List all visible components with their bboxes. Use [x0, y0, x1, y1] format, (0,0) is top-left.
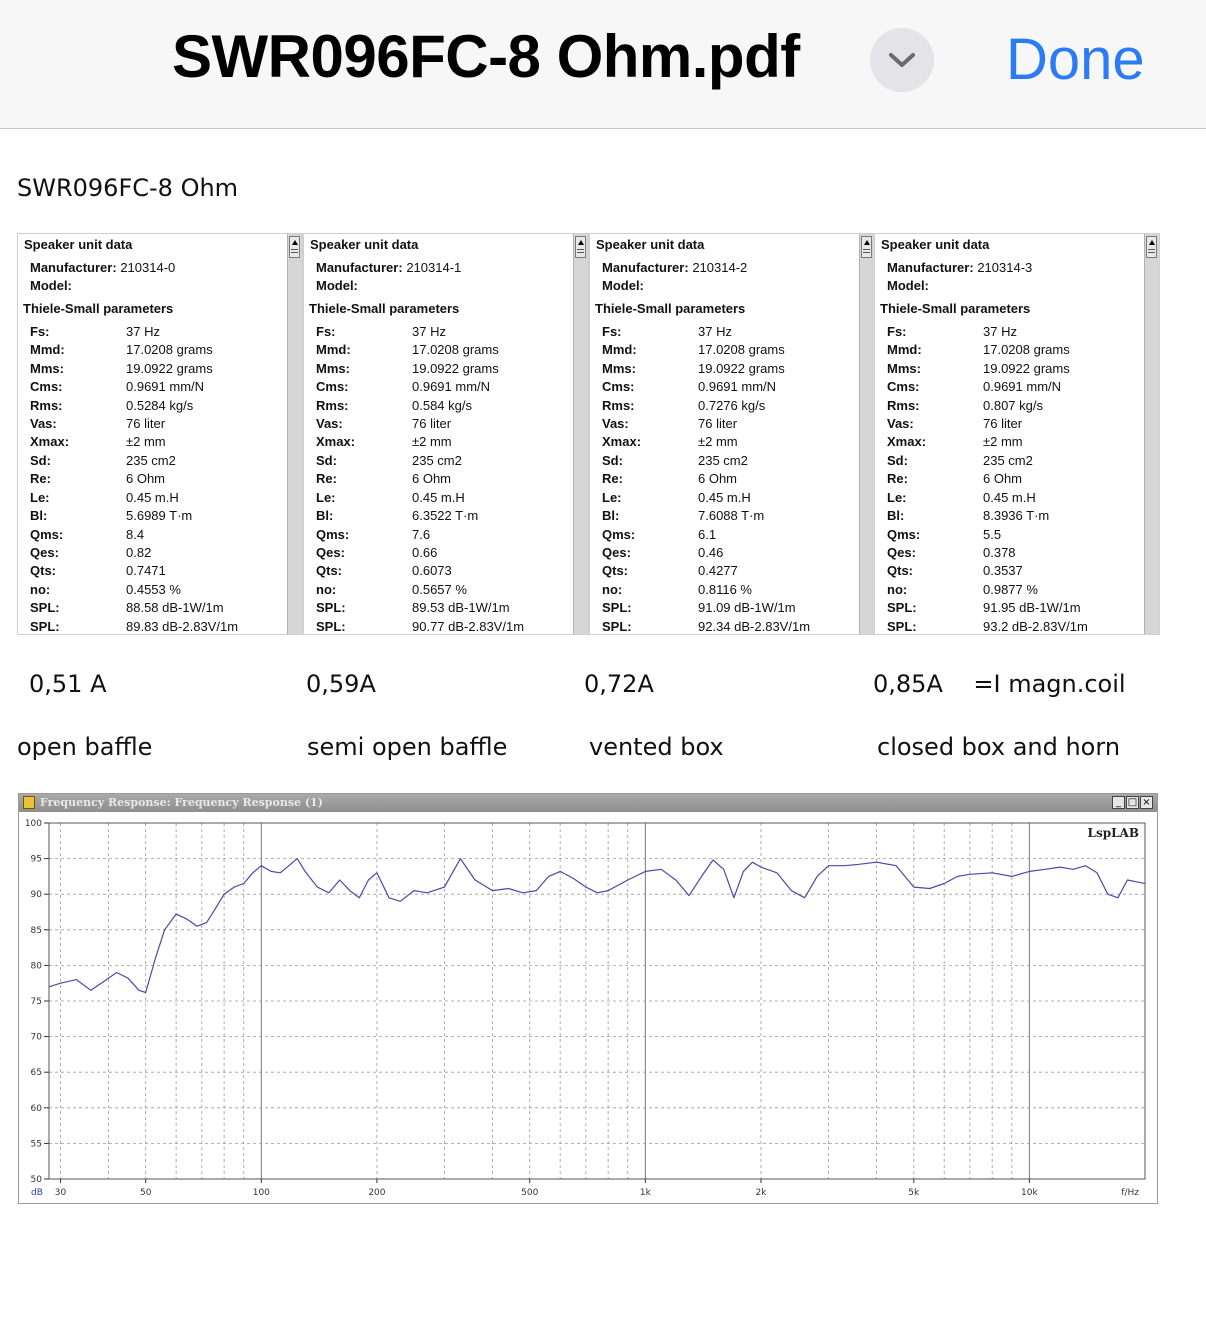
param-value: 7.6088 T·m	[698, 508, 765, 523]
param-label: Xmax:	[316, 434, 356, 449]
param-value: 0.66	[412, 545, 438, 560]
enclosure-label-0: open baffle	[17, 733, 153, 761]
current-label-3: 0,85A =I magn.coil	[873, 670, 1126, 698]
param-value: 235 cm2	[698, 453, 748, 468]
param-label: Cms:	[30, 379, 63, 394]
param-value: 17.0208 grams	[698, 342, 785, 357]
param-value: 0.9691 mm/N	[983, 379, 1062, 394]
param-value: 0.45 m.H	[412, 490, 465, 505]
param-value: 89.83 dB-2.83V/1m	[126, 619, 239, 634]
param-label: SPL:	[602, 600, 632, 615]
y-tick-label: 80	[30, 961, 42, 972]
param-value: 0.45 m.H	[126, 490, 179, 505]
param-label: Vas:	[30, 416, 57, 431]
frequency-response-chart	[19, 812, 1157, 1203]
manufacturer-row	[316, 260, 461, 275]
param-value: 5.5	[983, 527, 1002, 542]
panel-scrollbar[interactable]	[1144, 234, 1159, 634]
minimize-button[interactable]: _	[1112, 796, 1125, 809]
param-label: SPL:	[316, 619, 346, 634]
param-label: Bl:	[30, 508, 48, 523]
param-label: Qms:	[602, 527, 636, 542]
x-tick-label: 500	[521, 1188, 539, 1198]
manufacturer-row	[887, 260, 1032, 275]
param-value: 76 liter	[698, 416, 738, 431]
param-label: Sd:	[316, 453, 337, 468]
param-label: no:	[30, 582, 51, 597]
param-label: Bl:	[316, 508, 334, 523]
param-label: Mmd:	[602, 342, 637, 357]
param-label: Mms:	[30, 361, 64, 376]
param-value: 0.7471	[126, 563, 166, 578]
param-label: Bl:	[602, 508, 620, 523]
param-value: ±2 mm	[983, 434, 1023, 449]
param-value: 8.3936 T·m	[983, 508, 1050, 523]
manufacturer-value: 210314-2	[692, 260, 748, 275]
param-value: 37 Hz	[412, 324, 446, 339]
model-label: Model:	[30, 278, 72, 293]
param-value: 37 Hz	[126, 324, 160, 339]
panel-scrollbar[interactable]	[573, 234, 588, 634]
param-value: 0.4277	[698, 563, 738, 578]
param-label: Cms:	[602, 379, 635, 394]
param-label: Cms:	[887, 379, 920, 394]
frequency-response-line	[49, 859, 1145, 993]
param-label: Rms:	[887, 398, 920, 413]
param-value: 6 Ohm	[412, 471, 452, 486]
param-label: Xmax:	[30, 434, 70, 449]
panel-scrollbar[interactable]	[859, 234, 874, 634]
model-label: Model:	[887, 278, 929, 293]
param-label: SPL:	[887, 600, 917, 615]
chevron-down-icon	[887, 48, 917, 72]
param-value: 0.45 m.H	[698, 490, 751, 505]
x-tick-label: 200	[368, 1188, 386, 1198]
param-label: Le:	[602, 490, 622, 505]
param-value: 19.0922 grams	[698, 361, 785, 376]
param-label: Cms:	[316, 379, 349, 394]
param-label: Rms:	[30, 398, 63, 413]
scroll-thumb[interactable]	[861, 236, 872, 258]
enclosure-label-1: semi open baffle	[307, 733, 508, 761]
param-label: SPL:	[887, 619, 917, 634]
manufacturer-value: 210314-0	[120, 260, 176, 275]
param-label: Qms:	[887, 527, 921, 542]
param-label: Mms:	[887, 361, 921, 376]
param-label: Qts:	[602, 563, 628, 578]
param-value: 90.77 dB-2.83V/1m	[412, 619, 525, 634]
param-label: Xmax:	[602, 434, 642, 449]
y-tick-label: 85	[30, 925, 42, 936]
param-value: 19.0922 grams	[126, 361, 213, 376]
param-value: 0.45 m.H	[983, 490, 1036, 505]
param-value: 6 Ohm	[698, 471, 738, 486]
param-value: 0.584 kg/s	[412, 398, 472, 413]
model-label: Model:	[602, 278, 644, 293]
y-tick-label: 100	[24, 819, 42, 829]
x-tick-label: 10k	[1021, 1188, 1038, 1198]
model-label: Model:	[316, 278, 358, 293]
param-value: 88.58 dB-1W/1m	[126, 600, 224, 615]
param-label: Sd:	[602, 453, 623, 468]
param-value: 0.9877 %	[983, 582, 1038, 597]
param-label: Mmd:	[30, 342, 65, 357]
param-label: Le:	[887, 490, 907, 505]
manufacturer-row	[602, 260, 747, 275]
param-value: 0.9691 mm/N	[698, 379, 777, 394]
viewer-top-bar	[0, 0, 1206, 129]
param-label: Le:	[316, 490, 336, 505]
y-tick-label: 75	[30, 997, 42, 1007]
ts-heading: Thiele-Small parameters	[309, 301, 460, 316]
done-button[interactable]: Done	[1006, 27, 1145, 92]
param-label: Qes:	[316, 545, 345, 560]
x-tick-label: 1k	[639, 1188, 651, 1198]
param-value: 37 Hz	[983, 324, 1017, 339]
param-label: Bl:	[887, 508, 905, 523]
param-label: Re:	[602, 471, 623, 486]
param-value: 92.34 dB-2.83V/1m	[698, 619, 811, 634]
y-tick-label: 60	[30, 1103, 42, 1114]
param-value: ±2 mm	[698, 434, 738, 449]
ts-heading: Thiele-Small parameters	[595, 301, 746, 316]
param-value: 7.6	[412, 527, 431, 542]
param-label: Fs:	[30, 324, 50, 339]
param-label: Qes:	[30, 545, 59, 560]
param-label: no:	[602, 582, 623, 597]
scroll-thumb[interactable]	[1146, 236, 1157, 258]
panel-title: Speaker unit data	[24, 237, 133, 252]
param-value: 235 cm2	[126, 453, 176, 468]
param-label: Mmd:	[887, 342, 922, 357]
param-label: Sd:	[887, 453, 908, 468]
param-label: Vas:	[887, 416, 914, 431]
x-tick-label: 2k	[755, 1188, 767, 1198]
param-label: Re:	[30, 471, 51, 486]
param-label: Le:	[30, 490, 50, 505]
param-value: ±2 mm	[412, 434, 452, 449]
param-label: Mmd:	[316, 342, 351, 357]
speaker-unit-panel	[589, 233, 875, 635]
param-label: Re:	[887, 471, 908, 486]
param-value: 89.53 dB-1W/1m	[412, 600, 510, 615]
param-label: Vas:	[602, 416, 629, 431]
scroll-thumb[interactable]	[575, 236, 586, 258]
param-value: 76 liter	[126, 416, 166, 431]
document-filename-title: SWR096FC-8 Ohm.pdf	[172, 23, 800, 90]
speaker-icon	[23, 796, 35, 809]
manufacturer-value: 210314-3	[977, 260, 1033, 275]
param-label: Mms:	[602, 361, 636, 376]
current-label-2: 0,72A	[584, 670, 654, 698]
manufacturer-label: Manufacturer:	[602, 260, 689, 275]
param-label: Qes:	[887, 545, 916, 560]
param-label: Rms:	[316, 398, 349, 413]
param-value: 6.1	[698, 527, 717, 542]
panel-scrollbar[interactable]	[287, 234, 302, 634]
y-tick-label: 90	[30, 890, 42, 901]
x-unit-label: f/Hz	[1121, 1188, 1139, 1198]
x-tick-label: 30	[54, 1188, 67, 1198]
param-label: Qts:	[887, 563, 913, 578]
manufacturer-label: Manufacturer:	[316, 260, 403, 275]
manufacturer-value: 210314-1	[406, 260, 462, 275]
frequency-response-window	[18, 793, 1158, 1204]
current-label-1: 0,59A	[306, 670, 376, 698]
param-label: Re:	[316, 471, 337, 486]
title-menu-button[interactable]	[870, 28, 934, 92]
y-tick-label: 70	[30, 1032, 42, 1043]
param-value: 0.46	[698, 545, 724, 560]
param-value: 0.6073	[412, 563, 452, 578]
param-value: 76 liter	[412, 416, 452, 431]
param-value: ±2 mm	[126, 434, 166, 449]
param-label: Mms:	[316, 361, 350, 376]
param-label: Xmax:	[887, 434, 927, 449]
param-label: Vas:	[316, 416, 343, 431]
param-value: 0.7276 kg/s	[698, 398, 766, 413]
param-value: 0.5657 %	[412, 582, 467, 597]
scroll-thumb[interactable]	[289, 236, 300, 258]
maximize-button[interactable]: □	[1127, 797, 1138, 808]
document-heading: SWR096FC-8 Ohm	[17, 174, 239, 202]
param-value: 0.807 kg/s	[983, 398, 1043, 413]
param-label: Qms:	[316, 527, 350, 542]
param-label: Qes:	[602, 545, 631, 560]
param-value: 93.2 dB-2.83V/1m	[983, 619, 1088, 634]
param-label: Fs:	[316, 324, 336, 339]
param-label: no:	[887, 582, 908, 597]
close-button[interactable]: ×	[1140, 796, 1153, 809]
speaker-unit-panel	[303, 233, 589, 635]
param-value: 91.95 dB-1W/1m	[983, 600, 1081, 615]
panel-title: Speaker unit data	[310, 237, 419, 252]
param-value: 0.9691 mm/N	[126, 379, 205, 394]
param-value: 91.09 dB-1W/1m	[698, 600, 796, 615]
manufacturer-label: Manufacturer:	[887, 260, 974, 275]
param-value: 5.6989 T·m	[126, 508, 193, 523]
y-tick-label: 55	[30, 1139, 42, 1150]
param-label: Rms:	[602, 398, 635, 413]
window-title: Frequency Response: Frequency Response (1)	[40, 796, 323, 809]
ts-heading: Thiele-Small parameters	[23, 301, 174, 316]
enclosure-label-3: closed box and horn	[877, 733, 1121, 761]
y-tick-label: 95	[30, 854, 42, 865]
param-value: 17.0208 grams	[983, 342, 1070, 357]
param-value: 0.82	[126, 545, 152, 560]
param-value: 0.5284 kg/s	[126, 398, 194, 413]
manufacturer-row	[30, 260, 175, 275]
speaker-unit-panel	[17, 233, 303, 635]
param-value: 0.8116 %	[698, 582, 752, 597]
param-label: Qts:	[30, 563, 56, 578]
param-label: SPL:	[30, 600, 60, 615]
param-value: 6.3522 T·m	[412, 508, 479, 523]
param-label: Qms:	[30, 527, 64, 542]
y-tick-label: 65	[30, 1068, 42, 1079]
speaker-unit-panel	[874, 233, 1160, 635]
param-value: 37 Hz	[698, 324, 732, 339]
param-value: 76 liter	[983, 416, 1023, 431]
param-label: Qts:	[316, 563, 342, 578]
param-value: 17.0208 grams	[412, 342, 499, 357]
param-label: Sd:	[30, 453, 51, 468]
param-value: 235 cm2	[412, 453, 462, 468]
panel-title: Speaker unit data	[596, 237, 705, 252]
x-tick-label: 100	[252, 1188, 270, 1198]
param-value: 0.4553 %	[126, 582, 181, 597]
param-label: Fs:	[602, 324, 622, 339]
param-value: 0.3537	[983, 563, 1023, 578]
param-value: 0.378	[983, 545, 1016, 560]
panel-title: Speaker unit data	[881, 237, 990, 252]
param-value: 17.0208 grams	[126, 342, 213, 357]
param-label: Fs:	[887, 324, 907, 339]
param-label: SPL:	[316, 600, 346, 615]
param-label: SPL:	[602, 619, 632, 634]
param-value: 6 Ohm	[126, 471, 166, 486]
param-label: SPL:	[30, 619, 60, 634]
x-tick-label: 50	[139, 1188, 152, 1198]
y-tick-label: 50	[30, 1175, 42, 1185]
y-unit-label: dB	[31, 1188, 43, 1198]
window-title-bar	[19, 794, 1157, 812]
param-label: no:	[316, 582, 337, 597]
param-value: 8.4	[126, 527, 145, 542]
param-value: 235 cm2	[983, 453, 1033, 468]
param-value: 19.0922 grams	[412, 361, 499, 376]
x-tick-label: 5k	[908, 1188, 920, 1198]
ts-heading: Thiele-Small parameters	[880, 301, 1031, 316]
param-value: 0.9691 mm/N	[412, 379, 491, 394]
current-label-0: 0,51 A	[29, 670, 107, 698]
lsplab-logo: LspLAB	[1087, 826, 1139, 840]
param-value: 6 Ohm	[983, 471, 1023, 486]
param-value: 19.0922 grams	[983, 361, 1070, 376]
enclosure-label-2: vented box	[589, 733, 724, 761]
manufacturer-label: Manufacturer:	[30, 260, 117, 275]
